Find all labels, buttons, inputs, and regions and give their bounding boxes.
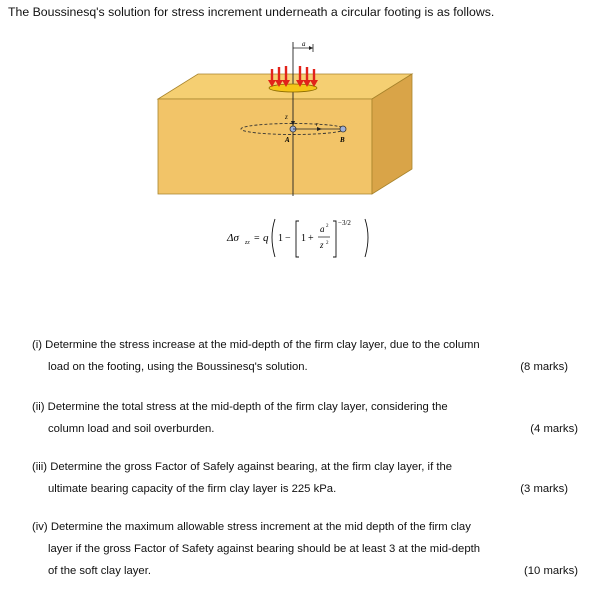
fraction-numerator: a [320, 224, 325, 234]
question-3-marks: (3 marks) [520, 483, 568, 495]
formula-one: 1 [278, 233, 283, 244]
question-4-marks: (10 marks) [524, 565, 578, 577]
formula-one-inner: 1 [301, 233, 306, 244]
question-2-marks: (4 marks) [530, 423, 578, 435]
question-4-line-3 [32, 560, 580, 582]
fraction-denominator: z [320, 240, 324, 250]
left-bracket [296, 221, 299, 257]
intro-text: The Boussinesq's solution for stress increment underneath a circular footing is as follows. [8, 5, 495, 19]
footing-diagram [150, 38, 420, 198]
outer-right-paren [365, 219, 368, 257]
radius-arrow-head [309, 46, 313, 50]
label-B: B [340, 136, 345, 144]
question-2-line-2-text: column load and soil overburden. [48, 423, 215, 435]
question-1 [32, 334, 580, 378]
label-a: a [302, 40, 306, 48]
boussinesq-formula [225, 207, 385, 265]
formula-subscript: zz [245, 240, 250, 246]
question-1-line-1: (i) Determine the stress increase at the mid-depth of the firm clay layer, due to the column [32, 339, 480, 351]
question-1-marks: (8 marks) [520, 361, 568, 373]
question-1-line-2 [32, 356, 580, 378]
question-3-line-1: (iii) Determine the gross Factor of Safely against bearing, at the firm clay layer, if the [32, 461, 453, 473]
question-2-line-1: (ii) Determine the total stress at the mid-depth of the firm clay layer, considering the [32, 401, 448, 413]
formula-equals: = [254, 233, 260, 244]
formula-exponent: −3/2 [338, 219, 351, 227]
question-4-line-2: layer if the gross Factor of Safety against bearing should be at least 3 at the mid-depth [48, 543, 481, 555]
soil-front-face [158, 99, 372, 194]
formula-lhs: Δσ [227, 232, 239, 244]
label-A: A [285, 136, 290, 144]
question-1-line-2-text: load on the footing, using the Boussinesq's solution. [48, 361, 308, 373]
footing-disk [269, 84, 317, 92]
question-4 [32, 516, 580, 582]
question-2 [32, 396, 580, 440]
formula-minus: − [285, 233, 291, 244]
point-B [340, 126, 346, 132]
question-3 [32, 456, 580, 500]
denominator-exponent: 2 [326, 241, 329, 246]
label-z: z [285, 113, 288, 121]
question-4-line-3-text: of the soft clay layer. [48, 565, 151, 577]
question-2-line-2 [32, 418, 580, 440]
formula-q: q [263, 232, 269, 244]
formula-plus: + [308, 233, 314, 244]
question-3-line-2 [32, 478, 580, 500]
question-4-line-1: (iv) Determine the maximum allowable stress increment at the mid depth of the firm clay [32, 521, 471, 533]
right-bracket [333, 221, 336, 257]
outer-left-paren [272, 219, 275, 257]
label-r: r [316, 122, 319, 128]
numerator-exponent: 2 [326, 224, 329, 229]
question-3-line-2-text: ultimate bearing capacity of the firm clay layer is 225 kPa. [48, 483, 337, 495]
